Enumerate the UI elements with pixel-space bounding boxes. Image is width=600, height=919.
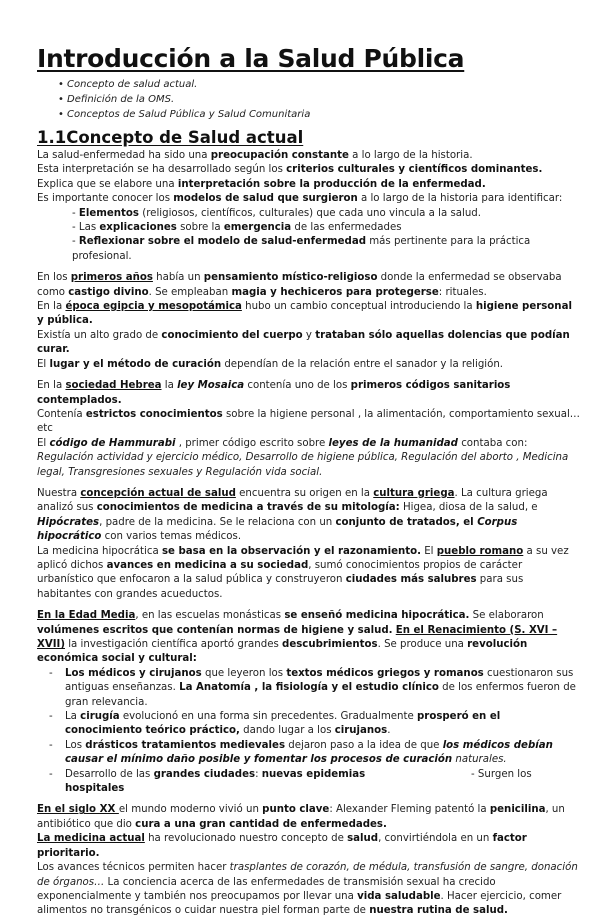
toc-item: • Definición de la OMS. [67, 92, 580, 107]
list-item: - Los drásticos tratamientos medievales dejaron paso a la idea de que los médicos debían causar el mínimo daño posible y fomentar los procesos de curación naturales. [49, 739, 580, 768]
table-of-contents [37, 77, 580, 122]
lugar-line: El lugar y el método de curación dependían de la relación entre el sanador y la religión. [37, 358, 504, 370]
siglo-xx-paragraph: En el siglo XX el mundo moderno vivió un punto clave: Alexander Fleming patentó la penicilina, un antibiótico que dio cura a una gran cantidad de enfermedades. [37, 804, 565, 830]
intro-line-3: Explica que se elabore una interpretación sobre la producción de la enfermedad. [37, 178, 486, 190]
hammurabi-paragraph: El código de Hammurabi , primer código escrito sobre leyes de la humanidad contaba con: Regulación actividad y ejercicio médico, Desarrollo de higiene pública, Regulación del aborto , Medicina legal, Transgresiones sexuales y Regulación vida social. [37, 437, 569, 478]
intro-item-2: - Las explicaciones sobre la emergencia de las enfermedades [72, 222, 402, 234]
hebrea-paragraph: En la sociedad Hebrea la ley Mosaica contenía uno de los primeros códigos sanitarios contemplados. [37, 380, 511, 406]
list-item: - Desarrollo de las grandes ciudades: nuevas epidemias - Surgen los hospitales [49, 768, 580, 797]
primeros-paragraph: En los primeros años había un pensamiento místico-religioso donde la enfermedad se observaba como castigo divino. Se empleaban magia y hechiceros para protegerse: rituales. [37, 272, 562, 298]
egipcia-line: En la época egipcia y mesopotámica hubo un cambio conceptual introduciendo la higiene personal y pública. [37, 301, 572, 327]
toc-item: • Concepto de salud actual. [67, 77, 580, 92]
list-item: - La cirugía evolucionó en una forma sin precedentes. Gradualmente prosperó en el conocimiento teórico práctico, dando lugar a los cirujanos. [49, 710, 580, 739]
section-heading: 1.1Concepto de Salud actual [37, 128, 304, 147]
conocimiento-line: Existía un alto grado de conocimiento del cuerpo y trataban sólo aquellas dolencias que podían curar. [37, 329, 570, 356]
intro-line-2: Esta interpretación se ha desarrollado según los criterios culturales y científicos dominantes. [37, 164, 543, 176]
hipocratica-paragraph: La medicina hipocrática se basa en la observación y el razonamiento. El pueblo romano a su vez aplicó dichos avances en medicina a su sociedad, sumó conocimientos propios de carácter urbanístico que enfocaron a la salud pública y construyeron ciudades más salubres para sus habitantes con grandes acueductos. [37, 545, 569, 600]
intro-line-1: La salud-enfermedad ha sido una preocupación constante a lo largo de la historia. [37, 150, 473, 161]
intro-line-4: Es importante conocer los modelos de salud que surgieron a lo largo de la historia para identificar: [37, 193, 563, 205]
hebrea-higiene-line: Contenía estrictos conocimientos sobre la higiene personal , la alimentación, comportamiento sexual…etc [37, 408, 580, 435]
avances-paragraph: Los avances técnicos permiten hacer trasplantes de corazón, de médula, transfusión de sangre, donación de órganos… La conciencia acerca de las enfermedades de transmisión sexual ha crecido exponencialmente y también nos preocupamos por llevar una vida saludable. Hacer ejercicio, comer alimentos no transgénicos o cuidar nuestra piel forman parte de nuestra rutina de salud. [37, 862, 578, 917]
list-item: - Los médicos y cirujanos que leyeron los textos médicos griegos y romanos cuestionaron sus antiguas enseñanzas. La Anatomía , la fisiología y el estudio clínico de los enfermos fueron de gran relevancia. [49, 667, 580, 710]
intro-item-3: - Reflexionar sobre el modelo de salud-enfermedad más pertinente para la práctica profesional. [72, 236, 531, 262]
medicina-actual-line: La medicina actual ha revolucionado nuestro concepto de salud, convirtiéndola en un factor prioritario. [37, 833, 527, 859]
intro-item-1: - Elementos (religiosos, científicos, culturales) que cada uno vincula a la salud. [72, 207, 481, 219]
griega-paragraph: Nuestra concepción actual de salud encuentra su origen en la cultura griega. La cultura griega analizó sus conocimientos de medicina a través de su mitología: Higea, diosa de la salud, e Hipócrates, padre de la medicina. Se le relaciona con un conjunto de tratados, el Corpus hipocrático con varios temas médicos. [37, 487, 548, 543]
page-title: Introducción a la Salud Pública [37, 44, 465, 73]
toc-item: • Conceptos de Salud Pública y Salud Comunitaria [67, 107, 580, 122]
renacimiento-list [37, 667, 580, 797]
edad-media-paragraph: En la Edad Media, en las escuelas monásticas se enseñó medicina hipocrática. Se elaboraron volúmenes escritos que contenían normas de higiene y salud. En el Renacimiento (S. XVI – XVII) la investigación científica aportó grandes descubrimientos. Se produce una revolución económica social y cultural: [37, 610, 558, 665]
